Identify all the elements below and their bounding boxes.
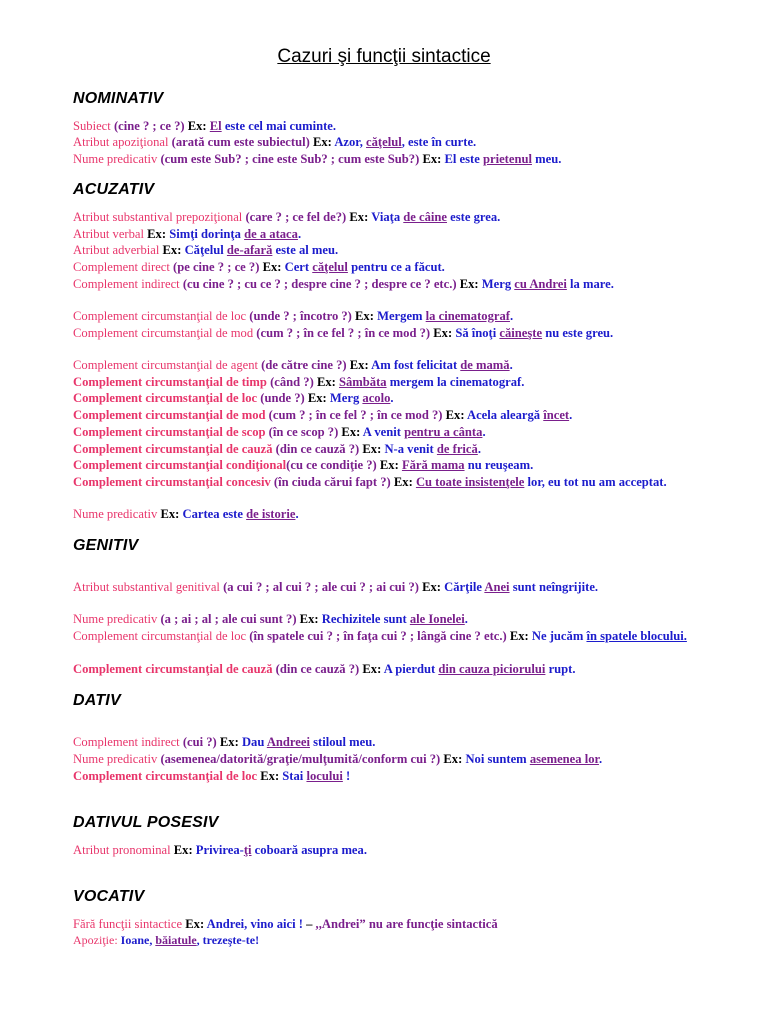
text-run: coboară asupra mea. (251, 843, 367, 857)
text-run: (care ? ; ce fel de?) (245, 210, 350, 224)
text-run: Complement circumstanţial condiţional (73, 458, 287, 472)
text-run: Ex: (509, 629, 532, 643)
text-run: de istorie (246, 507, 296, 521)
text-run: Ex: (379, 458, 402, 472)
text-run: Atribut adverbial (73, 243, 163, 257)
text-run: Privirea- (195, 843, 244, 857)
text-run: Ex: (260, 769, 283, 783)
text-run: de câine (403, 210, 448, 224)
text-run: căţelul (366, 135, 402, 149)
text-run: Anei (484, 580, 510, 594)
text-run: de a ataca (244, 227, 298, 241)
text-run: (în ciuda cărui fapt ?) (273, 475, 394, 489)
text-run: Apoziţie: (73, 933, 121, 947)
text-run: sunt neîngrijite. (509, 580, 599, 594)
text-run: Ex: (307, 391, 330, 405)
entry-line (73, 441, 695, 458)
section-heading-nominativ: NOMINATIV (73, 90, 164, 107)
text-run: Andreei (266, 735, 310, 749)
entry-line (73, 751, 695, 768)
text-run: A venit (362, 425, 405, 439)
text-run: în spatele blocului. (586, 629, 687, 643)
text-run: Ex: (459, 277, 482, 291)
text-run: (în ce scop ?) (268, 425, 342, 439)
text-run: Ex: (349, 358, 372, 372)
text-run: Ex: (443, 752, 466, 766)
text-run: Ex: (162, 243, 185, 257)
text-run: (din ce cauză ?) (275, 442, 363, 456)
text-run: . (509, 358, 513, 372)
text-run: Nume predicativ (73, 152, 161, 166)
entry-line (73, 932, 695, 949)
text-run: Ex: (349, 210, 372, 224)
text-run: Acela aleargă (467, 408, 544, 422)
text-run: A pierdut (383, 662, 439, 676)
text-run: meu. (531, 152, 562, 166)
text-run: Complement circumstanţial de cauză (73, 442, 276, 456)
text-run: Ex: (445, 408, 467, 422)
text-run: . (509, 309, 514, 323)
text-run: nu este greu. (542, 326, 614, 340)
text-run: (cu cine ? ; cu ce ? ; despre cine ? ; despre ce ? etc.) (182, 277, 460, 291)
text-run: Complement direct (73, 260, 174, 274)
section-heading-acuzativ: ACUZATIV (73, 181, 155, 198)
text-run: Nume predicativ (73, 752, 161, 766)
text-run: cu Andrei (514, 277, 567, 291)
text-run: lor, eu tot nu am acceptat. (524, 475, 667, 489)
text-run: căţelul (312, 260, 348, 274)
text-run: Subiect (73, 119, 114, 133)
text-run: Andrei, vino aici ! (206, 917, 307, 931)
entry-line (73, 734, 695, 751)
text-run: la mare. (566, 277, 614, 291)
text-run: pentru ce a făcut. (347, 260, 445, 274)
text-run: Ex: (422, 152, 445, 166)
entry-line (73, 457, 695, 474)
text-run: Atribut verbal (73, 227, 148, 241)
text-run: căineşte (499, 326, 543, 340)
text-run: încet (543, 408, 570, 422)
text-run: din cauza piciorului (438, 662, 546, 676)
text-run: Rechizitele sunt (321, 612, 410, 626)
text-run: Complement indirect (73, 277, 183, 291)
text-run: Am fost felicitat (371, 358, 461, 372)
text-run: Ex: (433, 326, 456, 340)
text-run: El (209, 119, 222, 133)
text-run: Complement circumstanţial de scop (73, 425, 269, 439)
text-run: Ex: (173, 843, 196, 857)
entry-line (73, 628, 695, 645)
text-run: Cert (284, 260, 313, 274)
text-run: (când ?) (270, 375, 317, 389)
text-run: rupt. (545, 662, 576, 676)
text-run: Cartea este (182, 507, 247, 521)
entry-line (73, 276, 695, 293)
entry-line (73, 661, 695, 678)
text-run: Ioane, (120, 933, 156, 947)
text-run: Ex: (147, 227, 170, 241)
page-title: Cazuri şi funcţii sintactice (277, 46, 491, 67)
entry-line (73, 407, 695, 424)
text-run: Ex: (422, 580, 445, 594)
text-run: Complement circumstanţial concesiv (73, 475, 274, 489)
text-run: Mergem (377, 309, 426, 323)
text-run: Ex: (362, 442, 385, 456)
entry-line (73, 118, 695, 135)
text-run: mergem la cinematograf. (386, 375, 525, 389)
text-run: Complement circumstanţial de mod (73, 326, 257, 340)
entry-line (73, 390, 695, 407)
text-run: (cum ? ; în ce fel ? ; în ce mod ?) (256, 326, 434, 340)
text-run: Complement circumstanţial de loc (73, 309, 250, 323)
text-run: Fără mama (401, 458, 465, 472)
entry-line (73, 474, 695, 491)
entry-line (73, 308, 695, 325)
text-run: , trezeşte-te! (196, 933, 260, 947)
text-run: Complement circumstanţial de loc (73, 629, 250, 643)
text-run: Complement circumstanţial de loc (73, 769, 261, 783)
text-run: N-a venit (384, 442, 437, 456)
text-run: Viaţa (371, 210, 404, 224)
text-run: . (464, 612, 468, 626)
text-run: . (569, 408, 573, 422)
text-run: este grea. (447, 210, 501, 224)
text-run: (de către cine ?) (261, 358, 350, 372)
text-run: Complement circumstanţial de timp (73, 375, 271, 389)
text-run: Complement circumstanţial de cauză (73, 662, 276, 676)
text-run: (din ce cauză ?) (275, 662, 363, 676)
text-run: băiatule (155, 933, 197, 947)
text-run: ţi (243, 843, 252, 857)
entry-line (73, 151, 695, 168)
text-run: nu reuşeam. (464, 458, 534, 472)
section-heading-vocativ: VOCATIV (73, 888, 145, 905)
text-run: Ne jucăm (531, 629, 587, 643)
text-run: pentru a cânta (404, 425, 483, 439)
text-run: de mamă (460, 358, 510, 372)
text-run: (arată cum este subiectul) (171, 135, 313, 149)
text-run: Atribut substantival genitival (73, 580, 224, 594)
text-run: Complement circumstanţial de loc (73, 391, 261, 405)
text-run: Cărţile (444, 580, 485, 594)
text-run: El este (444, 152, 483, 166)
text-run: Ex: (299, 612, 322, 626)
text-run: Ex: (393, 475, 416, 489)
text-run: Nume predicativ (73, 507, 161, 521)
entry-line (73, 325, 695, 342)
text-run: ,,Andrei” nu are funcţie sintactică (315, 917, 498, 931)
text-run: ! (342, 769, 351, 783)
entry-line (73, 259, 695, 276)
entry-line (73, 579, 695, 596)
entry-line (73, 611, 695, 628)
text-run: Complement circumstanţial de mod (73, 408, 269, 422)
text-run: este al meu. (272, 243, 339, 257)
text-run: (în spatele cui ? ; în faţa cui ? ; lângă cine ? etc.) (249, 629, 510, 643)
text-run: Azor, (334, 135, 367, 149)
text-run: Ex: (312, 135, 335, 149)
text-run: . (390, 391, 394, 405)
text-run: (a cui ? ; al cui ? ; ale cui ? ; ai cui ?) (223, 580, 423, 594)
entry-line (73, 357, 695, 374)
text-run: – (306, 917, 316, 931)
section-heading-dativul-posesiv: DATIVUL POSESIV (73, 814, 219, 831)
text-run: Să înoţi (455, 326, 500, 340)
text-run: . (598, 752, 603, 766)
entry-line (73, 424, 695, 441)
text-run: Ex: (262, 260, 285, 274)
text-run: Noi suntem (465, 752, 530, 766)
section-heading-dativ: DATIV (73, 692, 121, 709)
text-run: Complement indirect (73, 735, 183, 749)
entry-line (73, 226, 695, 243)
text-run: de frică (436, 442, 478, 456)
text-run: (pe cine ? ; ce ?) (173, 260, 263, 274)
text-run: (asemenea/datorită/graţie/mulţumită/conform cui ?) (160, 752, 444, 766)
text-run: (cui ?) (182, 735, 220, 749)
text-run: Cu toate insistenţele (415, 475, 525, 489)
text-run: Atribut pronominal (73, 843, 174, 857)
entry-line (73, 506, 695, 523)
text-run: Ex: (362, 662, 384, 676)
text-run: Atribut substantival prepoziţional (73, 210, 246, 224)
text-run: Fără funcţii sintactice (73, 917, 186, 931)
entry-line (73, 842, 695, 859)
text-run: Ex: (316, 375, 339, 389)
text-run: Merg (481, 277, 515, 291)
text-run: ale Ionelei (409, 612, 465, 626)
text-run: (cu ce condiţie ?) (286, 458, 380, 472)
text-run: (unde ? ; încotro ?) (249, 309, 356, 323)
text-run: (unde ?) (260, 391, 308, 405)
text-run: (cum este Sub? ; cine este Sub? ; cum este Sub?) (160, 152, 423, 166)
entry-line (73, 916, 695, 933)
text-run: (cine ? ; ce ?) (113, 119, 188, 133)
text-run: Simţi dorinţa (169, 227, 245, 241)
text-run: asemenea lor (529, 752, 599, 766)
text-run: , este în curte. (401, 135, 477, 149)
text-run: Căţelul (184, 243, 227, 257)
entry-line (73, 768, 695, 785)
text-run: stiloul meu. (309, 735, 376, 749)
text-run: Ex: (160, 507, 183, 521)
entry-line (73, 209, 695, 226)
text-run: . (295, 507, 299, 521)
text-run: Sâmbăta (339, 375, 387, 389)
entry-line (73, 374, 695, 391)
entry-line (73, 242, 695, 259)
text-run: Stai (282, 769, 307, 783)
text-run: Atribut apoziţional (73, 135, 172, 149)
text-run: (a ; ai ; al ; ale cui sunt ?) (160, 612, 300, 626)
text-run: Complement circumstanţial de agent (73, 358, 262, 372)
text-run: acolo (362, 391, 391, 405)
text-run: Dau (241, 735, 267, 749)
text-run: prietenul (482, 152, 532, 166)
text-run: . (297, 227, 302, 241)
text-run: . (482, 425, 486, 439)
text-run: la cinematograf (425, 309, 510, 323)
section-heading-genitiv: GENITIV (73, 537, 139, 554)
text-run: Ex: (341, 425, 363, 439)
text-run: Nume predicativ (73, 612, 161, 626)
text-run: (cum ? ; în ce fel ? ; în ce mod ?) (268, 408, 446, 422)
text-run: Ex: (185, 917, 207, 931)
text-run: Ex: (355, 309, 378, 323)
entry-line (73, 134, 695, 151)
text-run: . (477, 442, 481, 456)
text-run: Ex: (219, 735, 242, 749)
text-run: este cel mai cuminte. (221, 119, 337, 133)
text-run: locului (306, 769, 343, 783)
text-run: de-afară (226, 243, 273, 257)
text-run: Merg (329, 391, 363, 405)
text-run: Ex: (187, 119, 210, 133)
